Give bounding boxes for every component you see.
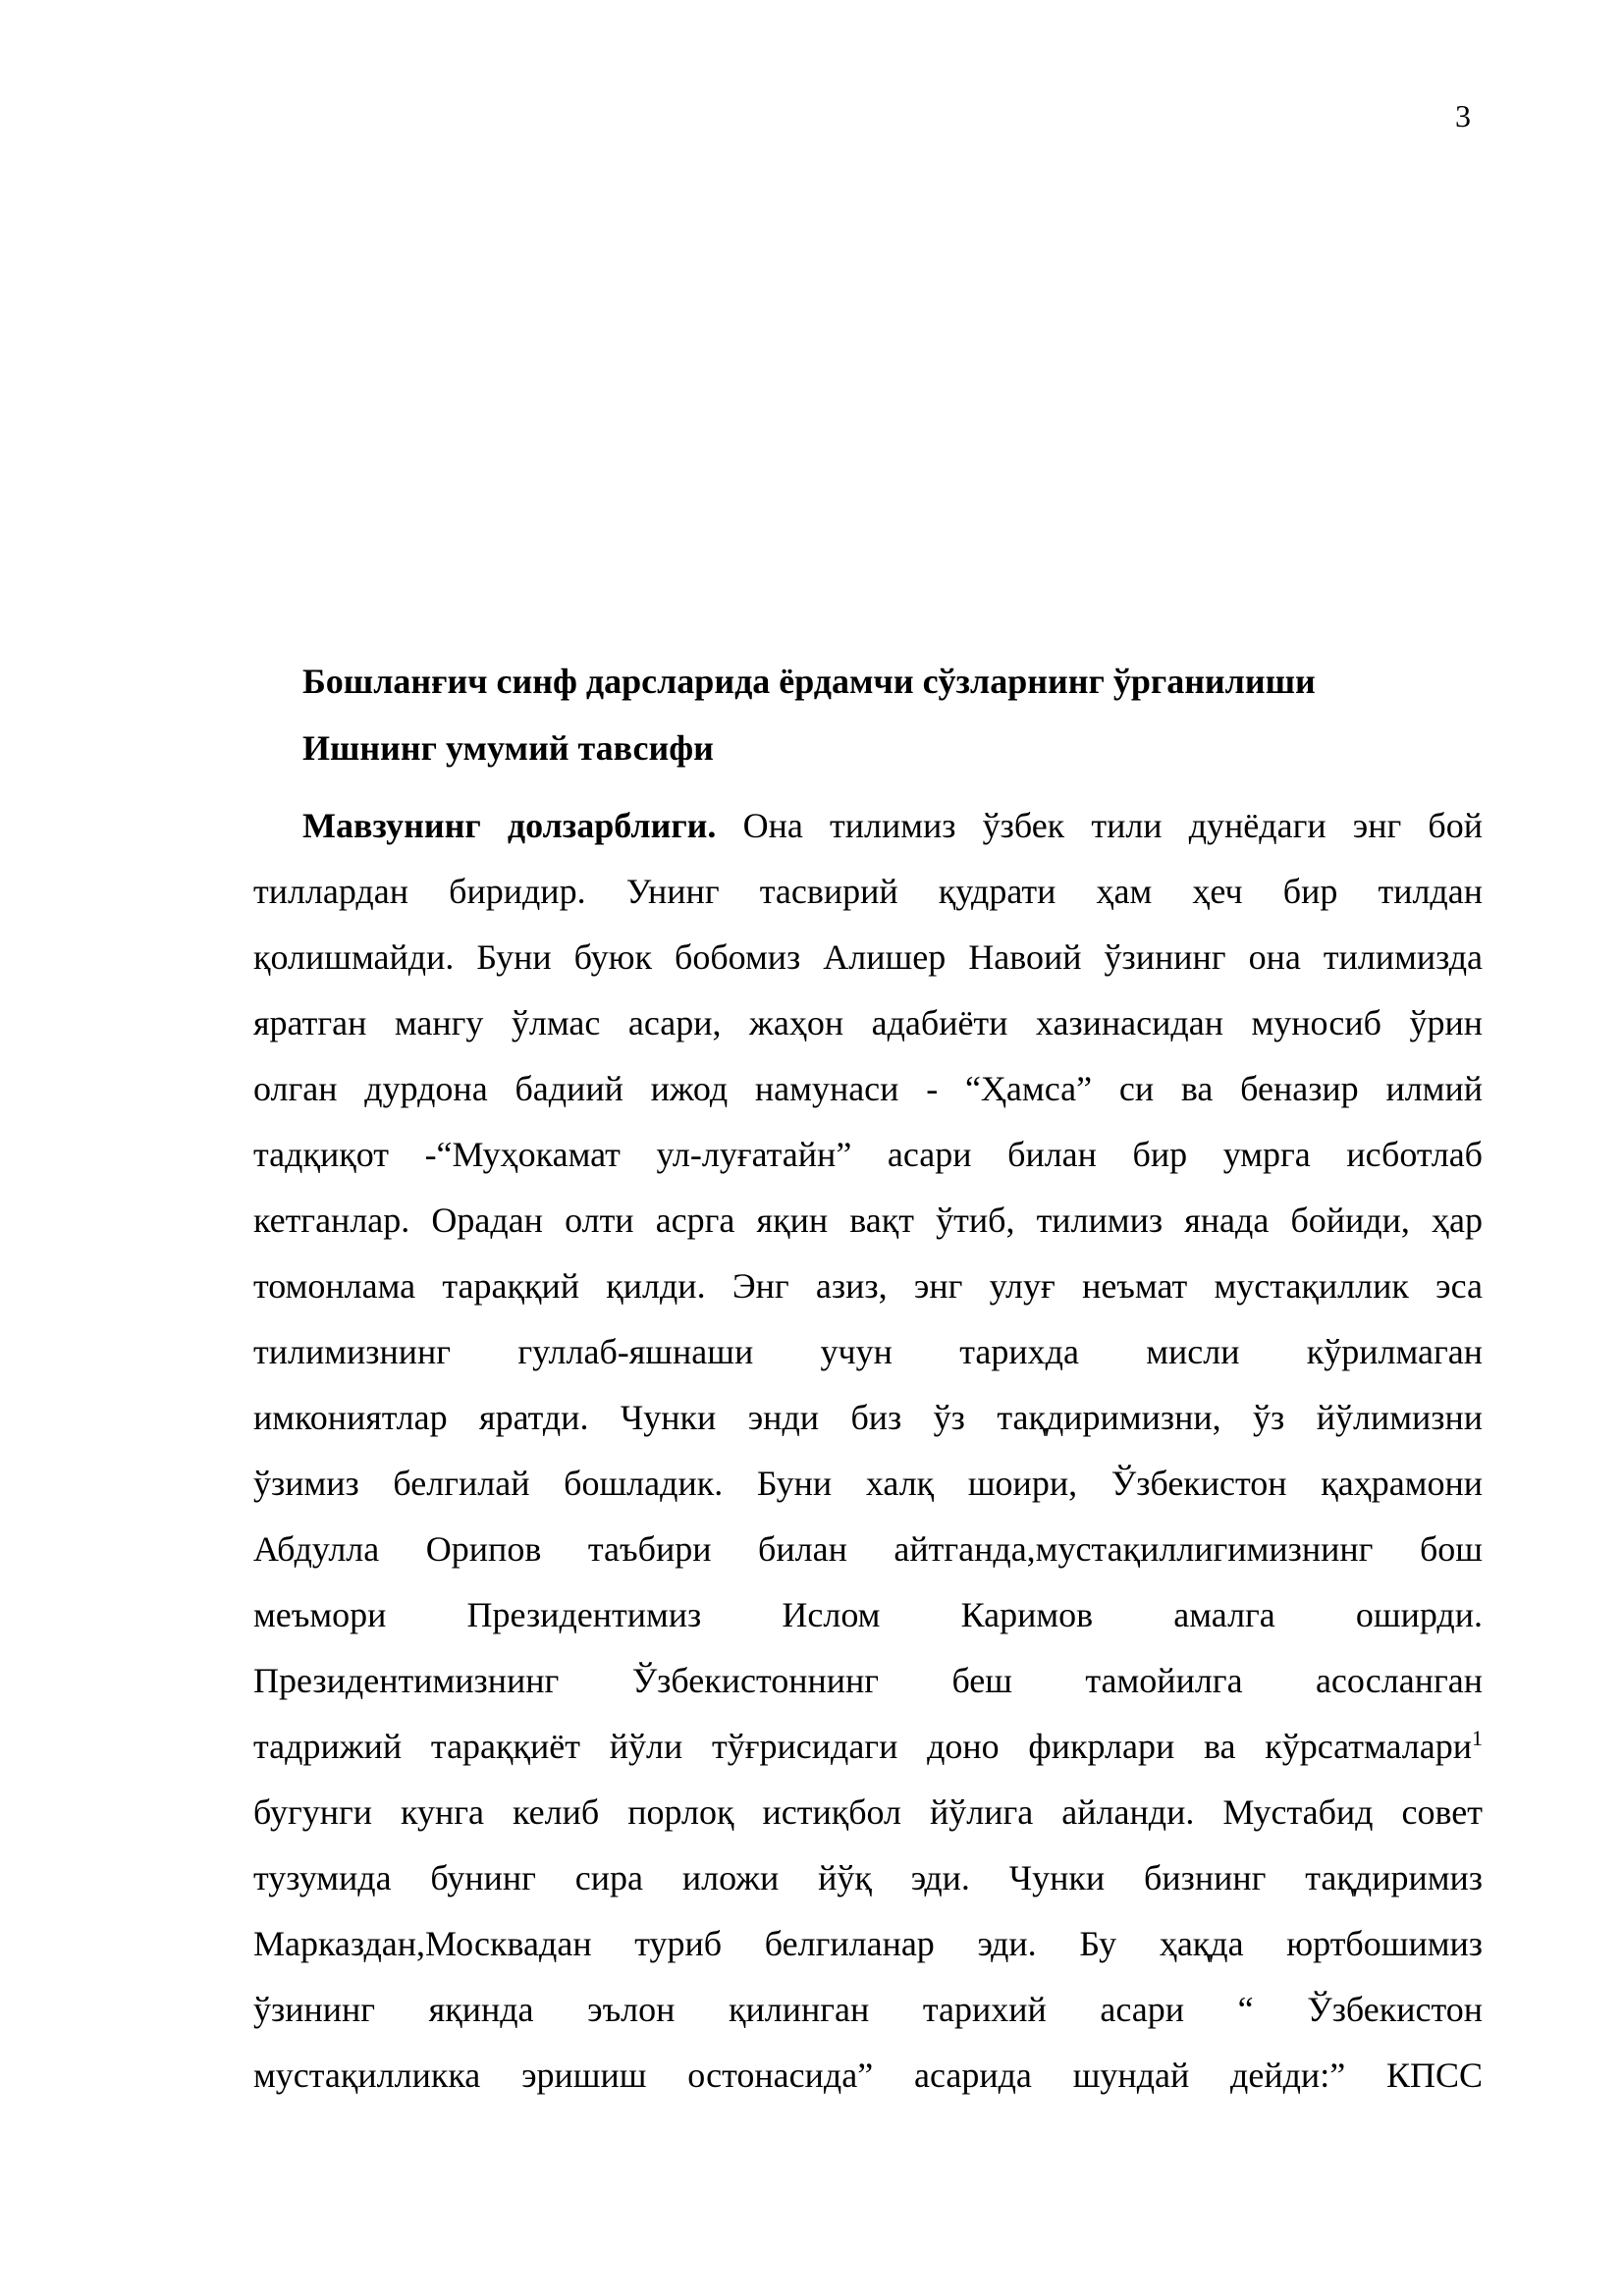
paragraph-line: ўзининг яқинда эълон қилинган тарихий асари “ Ўзбекистон xyxy=(253,1990,1483,2029)
page-number: 3 xyxy=(1455,98,1471,133)
paragraph-line: қолишмайди. Буни буюк бобомиз Алишер Навоий ўзининг она тилимизда xyxy=(253,937,1483,977)
document-title: Бошланғич синф дарсларида ёрдамчи сўзларнинг ўрганилиши xyxy=(302,662,1316,701)
paragraph-line xyxy=(253,1714,1483,1780)
paragraph-line: тиллардан биридир. Унинг тасвирий қудрати ҳам ҳеч бир тилдан xyxy=(253,872,1483,911)
body-paragraph xyxy=(253,793,1483,2109)
paragraph-line: Президентимизнинг Ўзбекистоннинг беш тамойилга асосланган xyxy=(253,1661,1483,1700)
paragraph-line xyxy=(253,793,1483,859)
paragraph-line: меъмори Президентимиз Ислом Каримов амалга оширди. xyxy=(253,1595,1483,1634)
paragraph-line: тадқиқот -“Муҳокамат ул-луғатайн” асари билан бир умрга исботлаб xyxy=(253,1135,1483,1174)
paragraph-line: тузумида бунинг сира иложи йўқ эди. Чунки бизнинг тақдиримиз xyxy=(253,1858,1483,1897)
section-subtitle: Ишнинг умумий тавсифи xyxy=(302,728,714,768)
paragraph-line-text: Она тилимиз ўзбек тили дунёдаги энг бой xyxy=(716,806,1483,845)
paragraph-line: Марказдан,Москвадан туриб белгиланар эди. Бу ҳақда юртбошимиз xyxy=(253,1924,1483,1963)
paragraph-line: томонлама тараққий қилди. Энг азиз, энг улуғ неъмат мустақиллик эса xyxy=(253,1266,1483,1306)
footnote-reference[interactable]: 1 xyxy=(1472,1726,1483,1750)
paragraph-line: имкониятлар яратди. Чунки энди биз ўз тақдиримизни, ўз йўлимизни xyxy=(253,1398,1483,1437)
paragraph-lead: Мавзунинг долзарблиги. xyxy=(302,806,717,845)
paragraph-line: олган дурдона бадиий ижод намунаси - “Ҳамса” си ва беназир илмий xyxy=(253,1069,1483,1108)
paragraph-line: тилимизнинг гуллаб-яшнаши учун тарихда мисли кўрилмаган xyxy=(253,1332,1483,1371)
paragraph-line-text: тадрижий тараққиёт йўли тўғрисидаги доно фикрлари ва кўрсатмалари xyxy=(253,1727,1472,1766)
paragraph-line: мустақилликка эришиш остонасида” асарида шундай дейди:” КПСС xyxy=(253,2056,1483,2095)
paragraph-line: кетганлар. Орадан олти асрга яқин вақт ўтиб, тилимиз янада бойиди, ҳар xyxy=(253,1201,1483,1240)
paragraph-line: бугунги кунга келиб порлоқ истиқбол йўлига айланди. Мустабид совет xyxy=(253,1792,1483,1832)
paragraph-line: яратган мангу ўлмас асари, жаҳон адабиёти хазинасидан муносиб ўрин xyxy=(253,1003,1483,1042)
paragraph-line: ўзимиз белгилай бошладик. Буни халқ шоири, Ўзбекистон қаҳрамони xyxy=(253,1464,1483,1503)
paragraph-line: Абдулла Орипов таъбири билан айтганда,мустақиллигимизнинг бош xyxy=(253,1529,1483,1569)
